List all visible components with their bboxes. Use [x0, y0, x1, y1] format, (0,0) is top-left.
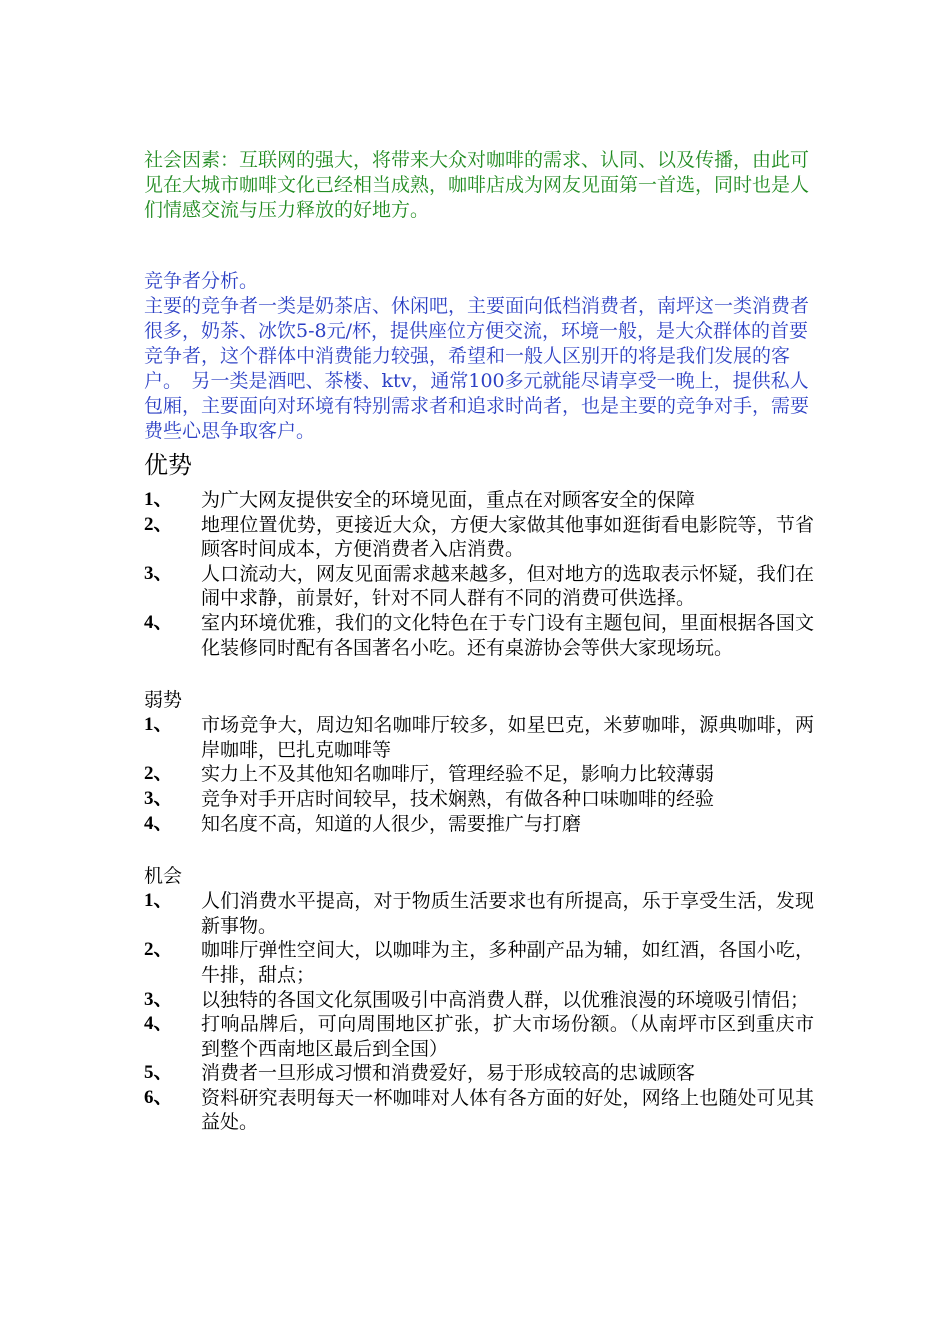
competitor-title: 竞争者分析。: [144, 270, 259, 292]
item-number: 2、: [144, 513, 173, 535]
item-number: 2、: [144, 763, 173, 785]
list-item: [144, 812, 814, 837]
spacer: [144, 660, 814, 688]
item-text: 资料研究表明每天一杯咖啡对人体有各方面的好处，网络上也随处可见其益处。: [201, 1086, 814, 1134]
item-number: 4、: [144, 812, 173, 834]
weaknesses-heading: 弱势: [144, 689, 183, 712]
item-number: 3、: [144, 787, 173, 809]
item-number: 3、: [144, 562, 173, 584]
opportunities-list: [144, 889, 814, 1135]
social-factors-paragraph: 社会因素：互联网的强大，将带来大众对咖啡的需求、认同、以及传播，由此可见在大城市咖啡文化已经相当成熟，咖啡店成为网友见面第一首选，同时也是人们情感交流与压力释放的好地方。: [144, 149, 810, 221]
list-item: [144, 762, 814, 787]
item-number: 1、: [144, 890, 173, 912]
list-item: [144, 513, 814, 562]
item-number: 1、: [144, 714, 173, 736]
item-text: 人们消费水平提高，对于物质生活要求也有所提高，乐于享受生活，发现新事物。: [201, 890, 814, 937]
item-number: 1、: [144, 489, 173, 510]
item-text: 打响品牌后，可向周围地区扩张，扩大市场份额。（从南坪市区到重庆市到整个西南地区最后到全国）: [201, 1013, 814, 1060]
item-number: 6、: [144, 1086, 173, 1108]
list-item: [144, 562, 814, 611]
weaknesses-list: [144, 713, 814, 836]
list-item: [144, 1012, 814, 1061]
item-text: 竞争对手开店时间较早，技术娴熟，有做各种口味咖啡的经验: [201, 787, 715, 810]
item-text: 人口流动大，网友见面需求越来越多，但对地方的选取表示怀疑，我们在闹中求静，前景好，针对不同人群有不同的消费可供选择。: [201, 562, 814, 610]
item-text: 咖啡厅弹性空间大，以咖啡为主，多种副产品为辅，如红酒，各国小吃，牛排，甜点；: [201, 939, 814, 986]
item-text: 室内环境优雅，我们的文化特色在于专门设有主题包间，里面根据各国文化装修同时配有各国著名小吃。还有桌游协会等供大家现场玩。: [201, 611, 814, 659]
item-text: 以独特的各国文化氛围吸引中高消费人群，以优雅浪漫的环境吸引情侣；: [201, 988, 810, 1011]
list-item: [144, 1086, 814, 1135]
item-number: 4、: [144, 611, 173, 633]
competitor-paragraph: 主要的竞争者一类是奶茶店、休闲吧，主要面向低档消费者，南坪这一类消费者很多，奶茶、冰饮5-8元/杯，提供座位方便交流，环境一般，是大众群体的首要竞争者，这个群体中消费能力较强，希望和一般人区别开的将是我们发展的客户。 另一类是酒吧、茶楼、ktv，通常100多元就能尽请享受一晚上，提供私人包厢，主要面向对环境有特别需求者和追求时尚者，也是主要的竞争对手，需要费些心思争取客户。: [144, 295, 810, 442]
item-text: 地理位置优势，更接近大众，方便大家做其他事如逛街看电影院等，节省顾客时间成本，方便消费者入店消费。: [201, 513, 814, 561]
list-item: [144, 938, 814, 987]
list-item: [144, 988, 814, 1013]
strengths-heading: 优势: [144, 451, 192, 479]
item-text: 为广大网友提供安全的环境见面，重点在对顾客安全的保障: [201, 489, 696, 511]
item-text: 市场竞争大，周边知名咖啡厅较多，如星巴克，米萝咖啡，源典咖啡，两岸咖啡，巴扎克咖啡等: [201, 714, 814, 761]
spacer: [144, 836, 814, 864]
item-number: 3、: [144, 988, 173, 1010]
opportunities-heading: 机会: [144, 865, 183, 888]
item-text: 实力上不及其他知名咖啡厅，管理经验不足，影响力比较薄弱: [201, 763, 715, 786]
list-item: [144, 713, 814, 762]
weaknesses-section: [144, 688, 814, 836]
item-text: 消费者一旦形成习惯和消费爱好，易于形成较高的忠诚顾客: [201, 1062, 696, 1085]
item-number: 5、: [144, 1062, 173, 1084]
item-number: 2、: [144, 939, 173, 961]
strengths-section: [144, 450, 814, 660]
list-item: [144, 611, 814, 660]
document-page: [144, 148, 814, 1135]
opportunities-section: [144, 864, 814, 1135]
list-item: [144, 889, 814, 938]
list-item: [144, 1061, 814, 1086]
item-text: 知名度不高，知道的人很少，需要推广与打磨: [201, 812, 582, 835]
item-number: 4、: [144, 1013, 173, 1035]
strengths-list: [144, 488, 814, 660]
list-item: [144, 787, 814, 812]
list-item: [144, 488, 814, 513]
competitor-section: [144, 269, 814, 444]
